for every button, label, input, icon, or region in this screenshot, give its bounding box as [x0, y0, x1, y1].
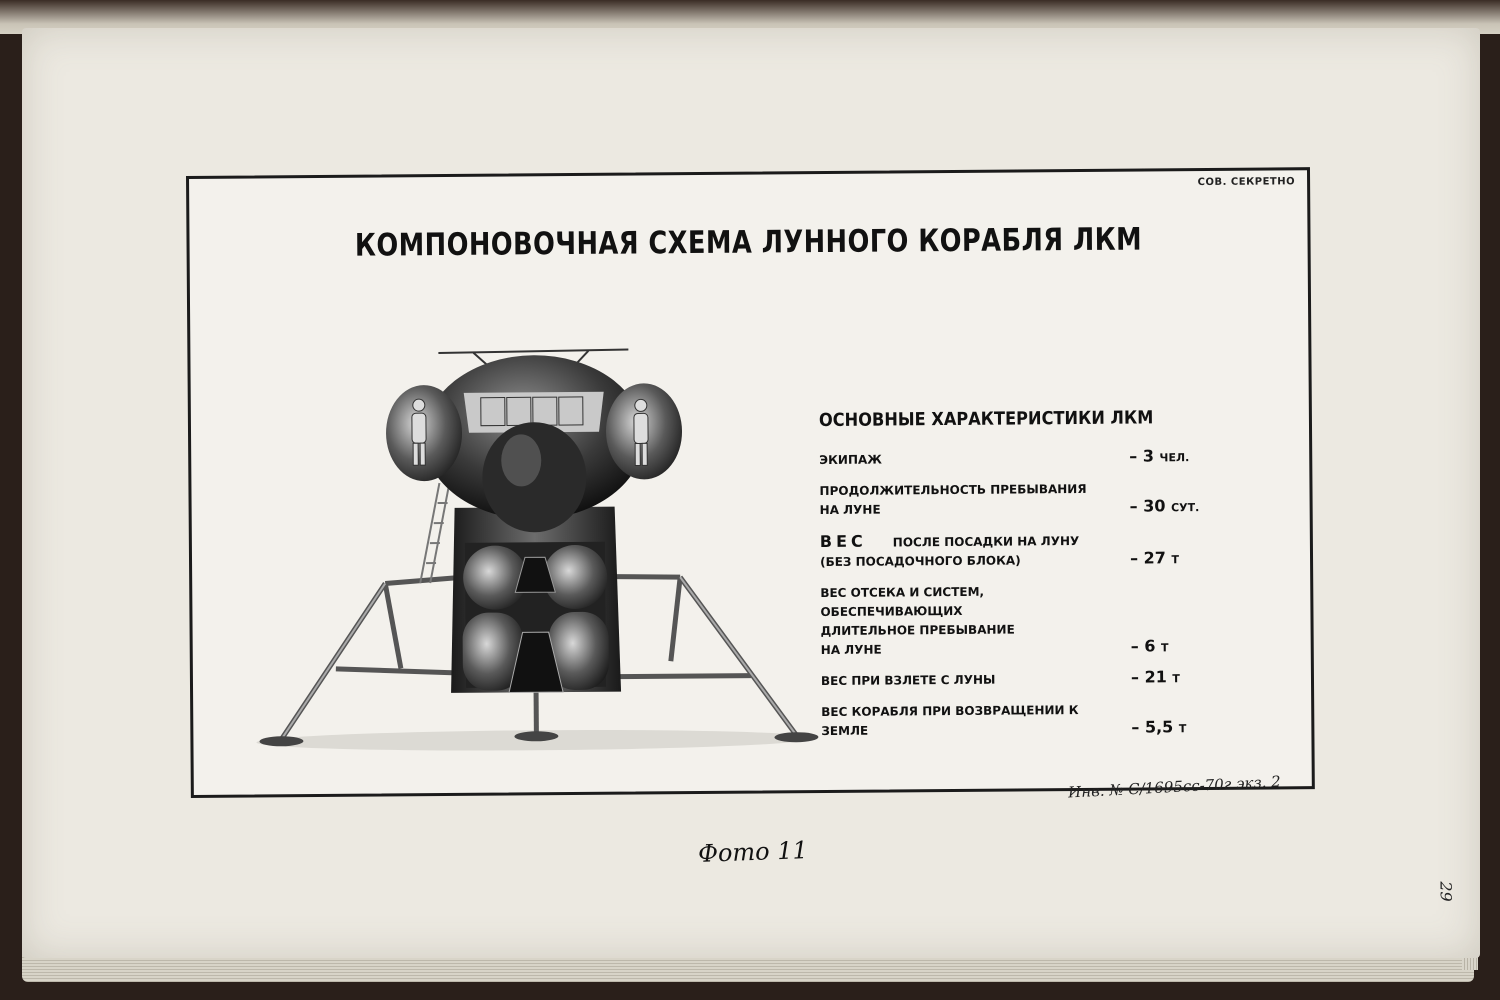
- characteristics-panel: [819, 407, 1252, 753]
- photo-frame: [186, 167, 1315, 798]
- spec-label: ПРОДОЛЖИТЕЛЬНОСТЬ ПРЕБЫВАНИЯ НА ЛУНЕ: [819, 481, 1087, 518]
- spec-value: – 5,5 Т: [1131, 717, 1187, 737]
- spec-row-landed-weight: [820, 529, 1250, 572]
- spec-value: – 6 Т: [1130, 636, 1169, 656]
- spec-label: ВЕС ПРИ ВЗЛЕТЕ С ЛУНЫ: [820, 672, 996, 689]
- spec-row-crew: [819, 448, 1249, 470]
- spec-value: – 30 СУТ.: [1129, 496, 1200, 516]
- spec-label: ВЕС ПОСЛЕ ПОСАДКИ НА ЛУНУ (БЕЗ ПОСАДОЧНОГО БЛОКА): [819, 531, 1080, 570]
- spec-label: ВЕС КОРАБЛЯ ПРИ ВОЗВРАЩЕНИИ К ЗЕМЛЕ: [821, 703, 1079, 739]
- spec-label: ЭКИПАЖ: [819, 452, 882, 468]
- spec-label: ВЕС ОТСЕКА И СИСТЕМ, ОБЕСПЕЧИВАЮЩИХ ДЛИТЕЛЬНОЕ ПРЕБЫВАНИЕ НА ЛУНЕ: [820, 584, 1015, 658]
- characteristics-heading: ОСНОВНЫЕ ХАРАКТЕРИСТИКИ ЛКМ: [818, 407, 1154, 432]
- spec-row-return-weight: [821, 700, 1251, 741]
- page-number: 29: [1436, 881, 1456, 902]
- spec-row-duration: [819, 479, 1249, 520]
- page-title: КОМПОНОВОЧНАЯ СХЕМА ЛУННОГО КОРАБЛЯ ЛКМ: [354, 221, 1143, 264]
- lunar-lander-cutaway-icon: [248, 340, 821, 764]
- spec-value: – 3 ЧЕЛ.: [1129, 446, 1190, 466]
- photo-caption: Фото 11: [697, 836, 809, 868]
- spec-row-compartment-weight: [820, 581, 1251, 660]
- spec-value: – 27 Т: [1129, 548, 1180, 568]
- classification-stamp: СОВ. СЕКРЕТНО: [1197, 176, 1296, 189]
- spec-row-liftoff-weight: [821, 669, 1251, 691]
- inventory-note: Инв. № С/1695сс-70г экз. 2: [1067, 772, 1282, 802]
- spec-value: – 21 Т: [1130, 667, 1180, 687]
